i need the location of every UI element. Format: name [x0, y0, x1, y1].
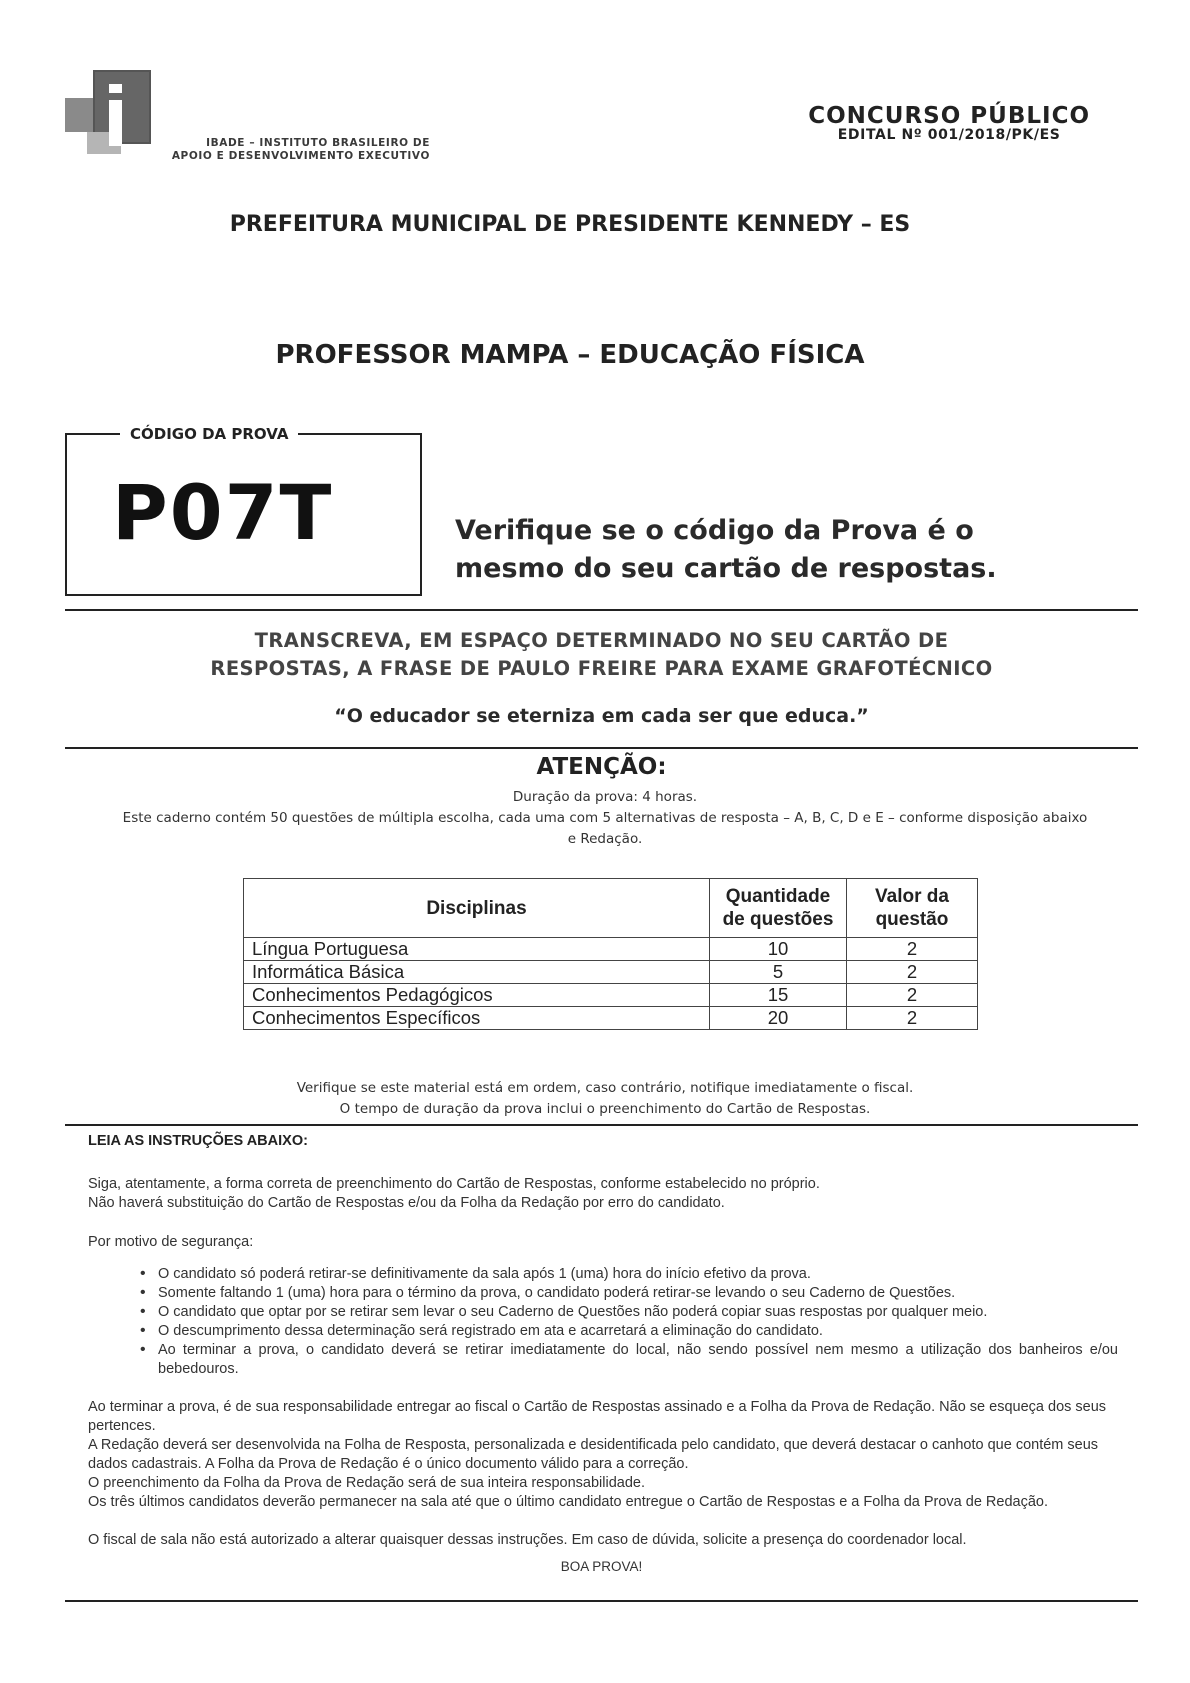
final-instruction-redacao: A Redação deverá ser desenvolvida na Folha de Resposta, personalizada e desidentificada pelo candidato, que deverá destacar o canhoto que contém seus dados cadastrais. A Folha da Prova de Redação é o único documento válido para a correção. — [88, 1437, 1099, 1472]
divider — [65, 747, 1138, 749]
time-includes-note: O tempo de duração da prova inclui o preenchimento do Cartão de Respostas. — [339, 1101, 871, 1117]
final-instruction-last-candidates: Os três últimos candidatos deverão permanecer na sala até que o último candidato entregue o Cartão de Respostas e a Folha da Prova de Redação. — [88, 1494, 1048, 1510]
exam-contents-line1: Este caderno contém 50 questões de múltipla escolha, cada uma com 5 alternativas de resposta – A, B, C, D e E – conforme disposição abaixo — [122, 810, 1088, 826]
table-row — [244, 1007, 978, 1030]
contest-title: CONCURSO PÚBLICO — [808, 103, 1090, 129]
header-value: Valor da questão — [847, 879, 978, 938]
exam-duration: Duração da prova: 4 horas. — [512, 789, 698, 805]
table-header-row — [244, 879, 978, 938]
exam-code: P07T — [112, 468, 334, 557]
question-value: 2 — [847, 938, 978, 961]
security-rules-list — [140, 1265, 1118, 1379]
question-value: 2 — [847, 984, 978, 1007]
question-value: 2 — [847, 961, 978, 984]
transcription-line1: TRANSCREVA, EM ESPAÇO DETERMINADO NO SEU CARTÃO DE — [254, 629, 949, 652]
table-row — [244, 938, 978, 961]
instruction-fill-card: Siga, atentamente, a forma correta de preenchimento do Cartão de Respostas, conforme estabelecido no próprio. — [88, 1176, 820, 1192]
security-heading: Por motivo de segurança: — [88, 1234, 254, 1250]
logo-org-line1: IBADE – INSTITUTO BRASILEIRO DE — [206, 137, 430, 149]
logo-org-name — [140, 137, 430, 163]
list-item: • O descumprimento dessa determinação será registrado em ata e acarretará a eliminação do candidato. — [140, 1322, 1118, 1341]
municipality-title: PREFEITURA MUNICIPAL DE PRESIDENTE KENNEDY – ES — [229, 212, 911, 237]
instruction-no-replacement: Não haverá substituição do Cartão de Respostas e/ou da Folha da Redação por erro do candidato. — [88, 1195, 725, 1211]
verify-notice — [455, 512, 997, 588]
attention-heading: ATENÇÃO: — [536, 754, 667, 780]
logo-org-line2: APOIO E DESENVOLVIMENTO EXECUTIVO — [171, 150, 430, 162]
final-instruction-responsibility: O preenchimento da Folha da Prova de Redação será de sua inteira responsabilidade. — [88, 1475, 645, 1491]
discipline-name: Conhecimentos Pedagógicos — [244, 984, 710, 1007]
divider — [65, 1124, 1138, 1126]
check-material-note: Verifique se este material está em ordem, caso contrário, notifique imediatamente o fiscal. — [296, 1080, 914, 1096]
list-item: • O candidato que optar por se retirar sem levar o seu Caderno de Questões não poderá copiar suas respostas por qualquer meio. — [140, 1303, 1118, 1322]
question-value: 2 — [847, 1007, 978, 1030]
verify-line1: Verifique se o código da Prova é o — [455, 515, 974, 546]
discipline-name: Conhecimentos Específicos — [244, 1007, 710, 1030]
table-row — [244, 961, 978, 984]
final-instruction-delivery: Ao terminar a prova, é de sua responsabilidade entregar ao fiscal o Cartão de Respostas assinado e a Folha da Prova de Redação. Não se esqueça dos seus pertences. — [88, 1399, 1107, 1434]
transcription-instruction — [65, 627, 1138, 683]
final-instruction-fiscal: O fiscal de sala não está autorizado a alterar quaisquer dessas instruções. Em caso de dúvida, solicite a presença do coordenador local. — [88, 1532, 967, 1548]
position-title: PROFESSOR MAMPA – EDUCAÇÃO FÍSICA — [275, 340, 865, 370]
exam-code-label: CÓDIGO DA PROVA — [120, 425, 298, 443]
disciplines-table — [243, 878, 978, 1030]
list-item: • Somente faltando 1 (uma) hora para o término da prova, o candidato poderá retirar-se levando o seu Caderno de Questões. — [140, 1284, 1118, 1303]
discipline-name: Língua Portuguesa — [244, 938, 710, 961]
paulo-freire-quote: “O educador se eterniza em cada ser que educa.” — [334, 705, 869, 727]
exam-contents-line2: e Redação. — [567, 831, 643, 847]
question-quantity: 15 — [710, 984, 847, 1007]
discipline-name: Informática Básica — [244, 961, 710, 984]
question-quantity: 10 — [710, 938, 847, 961]
verify-line2: mesmo do seu cartão de respostas. — [455, 553, 997, 584]
transcription-line2: RESPOSTAS, A FRASE DE PAULO FREIRE PARA EXAME GRAFOTÉCNICO — [210, 657, 993, 680]
contest-header — [808, 103, 1090, 143]
table-row — [244, 984, 978, 1007]
header-disciplines: Disciplinas — [244, 879, 710, 938]
divider — [65, 609, 1138, 611]
header-quantity: Quantidade de questões — [710, 879, 847, 938]
instructions-heading: LEIA AS INSTRUÇÕES ABAIXO: — [88, 1133, 308, 1149]
divider — [65, 1600, 1138, 1602]
list-item: • O candidato só poderá retirar-se definitivamente da sala após 1 (uma) hora do início efetivo da prova. — [140, 1265, 1118, 1284]
question-quantity: 5 — [710, 961, 847, 984]
list-item: • Ao terminar a prova, o candidato deverá se retirar imediatamente do local, não sendo possível nem mesmo a utilização dos banheiros e/ou bebedouros. — [140, 1341, 1118, 1379]
closing-message: BOA PROVA! — [560, 1559, 643, 1574]
edital-number: EDITAL Nº 001/2018/PK/ES — [837, 127, 1061, 143]
question-quantity: 20 — [710, 1007, 847, 1030]
